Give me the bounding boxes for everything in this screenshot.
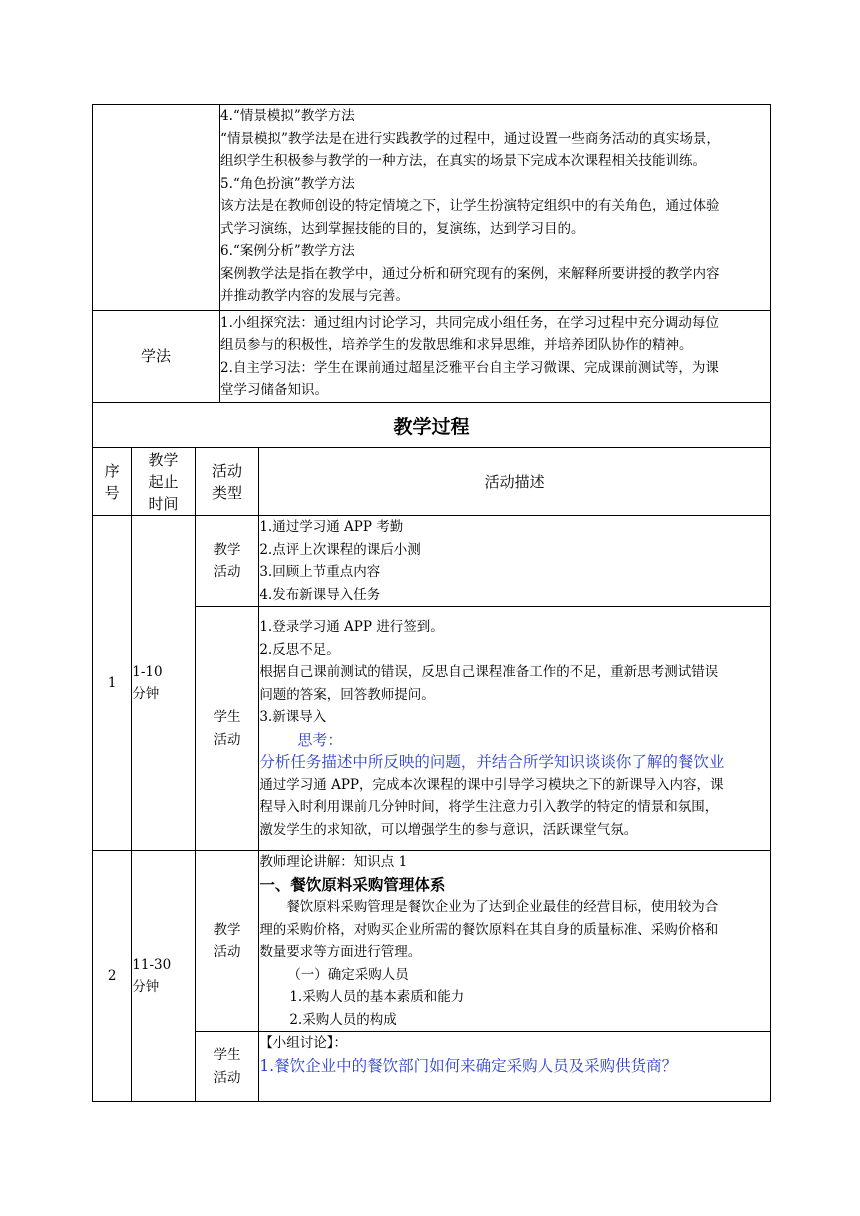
row2-seq: 2: [93, 851, 132, 1102]
learning-methods-label: 学法: [93, 311, 220, 403]
process-header-row: [93, 448, 771, 516]
row2-teach-heading: 一、餐饮原料采购管理体系: [259, 875, 446, 894]
row1-teach-item: 1.通过学习通 APP 考勤: [259, 519, 404, 535]
method-line: 6.“案例分析”教学方法: [220, 243, 355, 259]
method-line: 式学习演练，达到掌握技能的目的，复演练，达到学习目的。: [220, 220, 585, 237]
teaching-methods-label-cell: [93, 105, 220, 311]
row2-teach-type: [195, 851, 259, 1032]
row1-student-line: 问题的答案，回答教师提问。: [259, 686, 435, 703]
row1-student-type-line: 学生: [213, 709, 241, 725]
row1-teach-type: [195, 516, 259, 607]
row1-time: [132, 516, 196, 851]
row1-student-line: 根据自己课前测试的错误，反思自己课程准备工作的不足，重新思考测试错误: [259, 664, 719, 680]
row2-teach-para-line: 餐饮原料采购管理是餐饮企业为了达到企业最佳的经营目标，使用较为合: [286, 899, 719, 915]
row2-student-type-line: 学生: [213, 1047, 241, 1063]
row2-student-type-line: 活动: [213, 1069, 241, 1086]
lesson-plan-document: [92, 104, 771, 1102]
learning-line: 1.小组探究法：通过组内讨论学习，共同完成小组任务，在学习过程中充分调动每位: [220, 314, 719, 331]
learning-line: 堂学习储备知识。: [220, 382, 329, 398]
learning-methods-content: [220, 311, 771, 403]
header-desc: 活动描述: [259, 448, 771, 516]
teaching-methods-row: [93, 105, 771, 311]
method-line: 4.“情景模拟”教学方法: [220, 108, 355, 124]
row2-time: [132, 851, 196, 1102]
row2-teach-para-line: 数量要求等方面进行管理。: [259, 944, 422, 960]
row2-teach-type-line: 教学: [213, 921, 241, 938]
header-time-line: 起止: [148, 472, 179, 491]
row1-teach-type-line: 教学: [213, 541, 241, 558]
header-seq: [93, 448, 132, 516]
method-line: 组织学生积极参与教学的一种方法，在真实的场景下完成本次课程相关技能训练。: [220, 153, 707, 169]
row1-teach-item: 3.回顾上节重点内容: [259, 564, 381, 580]
row1-teach-type-line: 活动: [213, 564, 241, 580]
header-type: [195, 448, 259, 516]
row1-student-line: 激发学生的求知欲，可以增强学生的参与意识，活跃课堂气氛。: [259, 821, 638, 838]
method-line: 该方法是在教师创设的特定情境之下，让学生扮演特定组织中的有关角色，通过体验: [220, 198, 720, 214]
row2-teach-item: 2.采购人员的构成: [289, 1011, 397, 1028]
learning-line: 组员参与的积极性，培养学生的发散思维和求异思维，并培养团队协作的精神。: [220, 337, 693, 353]
row1-teach-desc: [259, 516, 771, 607]
row2-time-line: 分钟: [132, 979, 160, 995]
row1-student-desc: [259, 607, 771, 851]
row1-time-line: 分钟: [132, 686, 160, 702]
method-line: 并推动教学内容的发展与完善。: [220, 288, 410, 304]
row2-teach-sub: （一）确定采购人员: [287, 966, 409, 983]
row1-student-line: 2.反思不足。: [259, 641, 340, 658]
teaching-methods-content: [220, 105, 771, 311]
row1-student-type: [195, 607, 259, 851]
row2-student-question: 1.餐饮企业中的餐饮部门如何来确定采购人员及采购供货商？: [259, 1056, 678, 1075]
row2-teach-type-line: 活动: [213, 944, 241, 960]
think-label: 思考：: [297, 730, 343, 749]
header-type-line: 活动: [212, 461, 243, 480]
row2-student-tag: 【小组讨论】：: [259, 1035, 348, 1051]
process-title-row: [93, 403, 771, 448]
header-time: [132, 448, 196, 516]
method-line: 5.“角色扮演”教学方法: [220, 175, 355, 192]
header-time-line: 时间: [148, 494, 179, 513]
learning-methods-row: [93, 311, 771, 403]
header-time-line: 教学: [148, 450, 179, 469]
process-title: 教学过程: [93, 403, 771, 448]
header-seq-line: 序: [104, 461, 120, 480]
method-line: 案例教学法是指在教学中，通过分析和研究现有的案例，来解释所要讲授的教学内容: [220, 265, 720, 282]
method-line: “情景模拟”教学法是在进行实践教学的过程中，通过设置一些商务活动的真实场景，: [220, 130, 720, 147]
header-type-line: 类型: [212, 483, 243, 502]
row1-student-line: 通过学习通 APP，完成本次课程的课中引导学习模块之下的新课导入内容，课: [259, 776, 724, 793]
learning-line: 2.自主学习法：学生在课前通过超星泛雅平台自主学习微课、完成课前测试等，为课: [220, 359, 719, 376]
row1-teach-item: 4.发布新课导入任务: [259, 586, 381, 603]
header-seq-line: 号: [104, 483, 120, 502]
process-row-2-teach: [93, 851, 771, 1032]
lesson-plan-table: [92, 104, 771, 1102]
process-row-1-teach: [93, 516, 771, 607]
row1-teach-item: 2.点评上次课程的课后小测: [259, 541, 421, 558]
row2-teach-para-line: 理的采购价格，对购买企业所需的餐饮原料在其自身的质量标准、采购价格和: [259, 921, 719, 938]
think-question: 分析任务描述中所反映的问题，并结合所学知识谈谈你了解的餐饮业: [259, 753, 725, 771]
row2-teach-intro: 教师理论讲解：知识点 1: [259, 854, 408, 870]
row1-student-line: 程导入时利用课前几分钟时间，将学生注意力引入教学的特定的情景和氛围，: [259, 799, 719, 815]
row2-teach-item: 1.采购人员的基本素质和能力: [289, 989, 465, 1005]
row1-student-line: 1.登录学习通 APP 进行签到。: [259, 619, 444, 635]
row2-student-type: [195, 1032, 259, 1102]
row1-student-line: 3.新课导入: [259, 709, 327, 725]
row2-teach-desc: [259, 851, 771, 1032]
row2-time-line: 11-30: [132, 956, 172, 973]
row2-student-desc: [259, 1032, 771, 1102]
row1-student-type-line: 活动: [213, 731, 241, 748]
row1-time-line: 1-10: [132, 663, 163, 680]
row1-seq: 1: [93, 516, 132, 851]
